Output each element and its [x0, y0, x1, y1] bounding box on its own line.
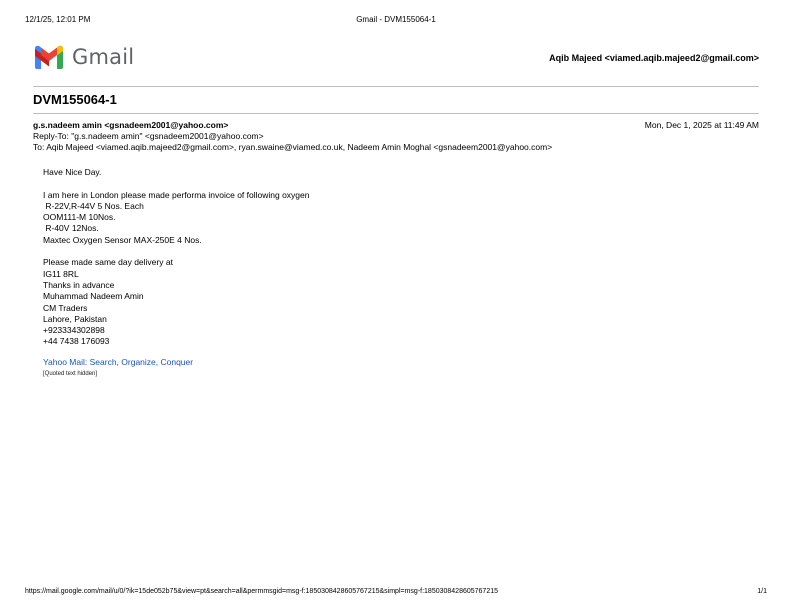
body-line: IG11 8RL — [43, 268, 79, 279]
gmail-wordmark: Gmail — [72, 45, 135, 69]
body-line: Lahore, Pakistan — [43, 313, 107, 324]
signature-link[interactable]: Yahoo Mail: Search, Organize, Conquer — [43, 357, 194, 367]
body-line: Muhammad Nadeem Amin — [43, 291, 144, 302]
body-line — [43, 178, 310, 189]
divider-subject — [33, 113, 759, 114]
message-from-row — [33, 120, 759, 131]
body-line — [43, 246, 310, 257]
gmail-logo — [33, 44, 134, 70]
print-url: https://mail.google.com/mail/u/0/?ik=15de052b75&view=pt&search=all&permmsgid=msg-f:1850308428605767215&simpl=msg-f:1850308428605767215 — [25, 588, 499, 595]
account-identity: Aqib Majeed <viamed.aqib.majeed2@gmail.com> — [549, 53, 759, 63]
message-body — [43, 167, 310, 348]
body-line: CM Traders — [43, 302, 88, 313]
print-header — [25, 15, 767, 25]
body-line: Maxtec Oxygen Sensor MAX-250E 4 Nos. — [43, 234, 202, 245]
subject-title: DVM155064-1 — [33, 92, 117, 107]
body-line: R-40V 12Nos. — [43, 223, 99, 234]
print-page-title: Gmail - DVM155064-1 — [356, 15, 436, 24]
message-date: Mon, Dec 1, 2025 at 11:49 AM — [644, 120, 759, 130]
print-footer — [25, 588, 767, 598]
body-line: I am here in London please made performa invoice of following oxygen — [43, 189, 310, 200]
body-line: +44 7438 176093 — [43, 336, 110, 347]
quoted-text-hidden[interactable]: [Quoted text hidden] — [43, 371, 98, 377]
body-line: R-22V,R-44V 5 Nos. Each — [43, 200, 144, 211]
body-line: Have Nice Day. — [43, 167, 102, 177]
body-line: OOM111-M 10Nos. — [43, 212, 116, 223]
print-datetime: 12/1/25, 12:01 PM — [25, 15, 91, 24]
divider-top — [33, 86, 759, 87]
sender: g.s.nadeem amin <gsnadeem2001@yahoo.com> — [33, 120, 229, 130]
body-line: +923334302898 — [43, 325, 105, 336]
body-line: Please made same day delivery at — [43, 257, 173, 268]
body-line: Thanks in advance — [43, 279, 115, 290]
gmail-m-icon — [33, 45, 65, 69]
reply-to: Reply-To: "g.s.nadeem amin" <gsnadeem2001@yahoo.com> — [33, 131, 264, 141]
recipients: To: Aqib Majeed <viamed.aqib.majeed2@gmail.com>, ryan.swaine@viamed.co.uk, Nadeem Amin Moghal <gsnadeem2001@yahoo.com> — [33, 142, 553, 152]
page-number: 1/1 — [757, 588, 767, 595]
